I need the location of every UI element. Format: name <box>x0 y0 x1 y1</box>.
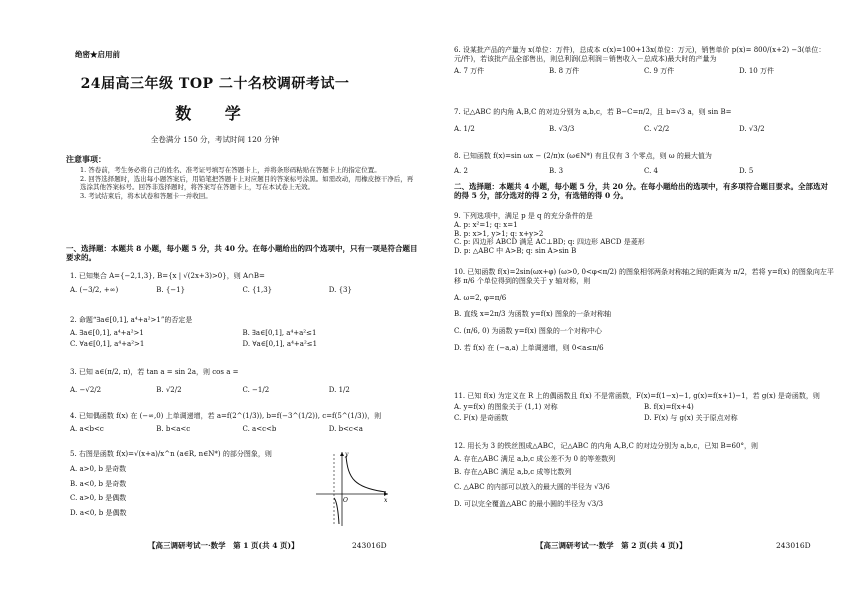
page-footer: 【高三调研考试一·数学 第 2 页(共 4 页)】 <box>536 541 687 550</box>
option: D. 5 <box>739 166 754 175</box>
option: C. −1/2 <box>242 385 270 394</box>
question-stem: 8. 已知函数 f(x)=sin ωx − (2/π)x (ω∈N*) 有且仅有 3 个零点，则 ω 的最大值为 <box>454 152 712 160</box>
option: A. ω=2, φ=π/6 <box>454 293 507 302</box>
option: B. f(x)=f(x+4) <box>644 402 694 411</box>
section-2-heading: 二、选择题：本题共 4 小题，每小题 5 分，共 20 分。在每小题给出的选项中，有多项符合题目要求。全部选对的得 5 分，部分选对的得 2 分，有选错的得 0 分。 <box>454 182 829 201</box>
option: D. ∀a∈[0,1], a⁴+a²≤1 <box>242 339 318 348</box>
option: C. ∀a∈[0,1], a⁴+a²>1 <box>70 339 145 348</box>
y-label: y <box>345 451 349 458</box>
option: D. 1/2 <box>328 385 350 394</box>
option: D. 可以完全覆盖△ABC 的最小圆的半径为 √3/3 <box>454 500 604 508</box>
option: A. y=f(x) 的图象关于 (1,1) 对称 <box>454 402 558 411</box>
option: C. a>0, b 是偶数 <box>70 494 127 503</box>
option: B. {−1} <box>156 285 186 294</box>
note-item: 3. 考试结束后，将本试卷和答题卡一并收回。 <box>80 192 212 201</box>
note-item: 2. 回答选择题时，选出每小题答案后，用铅笔把答题卡上对应题目的答案标号涂黑。如需改动，用橡皮擦干净后，再选涂其他答案标号。回答非选择题时，将答案写在答题卡上，写在本试卷上无效。 <box>80 175 414 192</box>
option: D. {3} <box>328 285 352 294</box>
option: B. 8 万件 <box>549 66 580 75</box>
question-options <box>70 286 415 295</box>
option: C. (π/6, 0) 为函数 y=f(x) 图象的一个对称中心 <box>454 327 602 335</box>
question-stem: 3. 已知 a∈(π/2, π)，若 tan a = sin 2a，则 cos a = <box>70 368 239 376</box>
option: D. F(x) 与 g(x) 关于原点对称 <box>644 413 738 422</box>
question-10 <box>454 268 834 353</box>
curve-left <box>334 498 339 524</box>
option: D. 若 f(x) 在 (−a,a) 上单调递增，则 0<a≤π/6 <box>454 343 604 352</box>
question-options <box>454 403 834 412</box>
option: A. p: x²=1; q: x=1 <box>454 220 518 229</box>
paper-code: 243016D <box>776 541 811 550</box>
question-6 <box>454 46 834 75</box>
question-options <box>70 329 415 338</box>
question-5 <box>70 450 320 518</box>
option: D. p: △ABC 中 A>B; q: sin A>sin B <box>454 247 577 255</box>
question-11 <box>454 392 834 422</box>
page-2 <box>430 0 860 609</box>
option: A. (−3/2, +∞) <box>70 285 119 294</box>
option: D. b<c<a <box>328 424 363 433</box>
option: A. 存在△ABC 满足 a,b,c 成公差不为 0 的等差数列 <box>454 454 616 463</box>
question-8 <box>454 152 834 176</box>
option: D. √3/2 <box>739 124 765 133</box>
option: A. 7 万件 <box>454 66 485 75</box>
option: C. F(x) 是奇函数 <box>454 413 509 422</box>
x-axis-arrow <box>384 492 388 496</box>
question-12 <box>454 442 834 509</box>
option: B. 直线 x=2π/3 为函数 y=f(x) 图象的一条对称轴 <box>454 310 611 319</box>
score-info: 全卷满分 150 分，考试时间 120 分钟 <box>150 135 280 144</box>
question-options <box>454 167 834 176</box>
option: C. △ABC 的内部可以放入的最大圆的半径为 √3/6 <box>454 483 610 492</box>
option: C. 4 <box>644 166 659 175</box>
question-options <box>454 414 834 423</box>
y-axis-arrow <box>340 452 344 456</box>
option: B. √2/2 <box>156 385 182 394</box>
option: A. ∃a∈[0,1], a⁴+a²>1 <box>70 328 144 337</box>
question-9 <box>454 212 834 256</box>
function-graph <box>312 448 392 528</box>
option: A. a>0, b 是奇数 <box>70 464 127 473</box>
question-stem: 1. 已知集合 A={−2,1,3}, B={x | √(2x+3)>0}，则 A∩B= <box>70 272 265 280</box>
origin-label: O <box>343 497 348 504</box>
confidential-mark: 绝密★启用前 <box>75 50 120 59</box>
question-options <box>454 125 834 134</box>
option: D. a<0, b 是偶数 <box>70 509 127 517</box>
option: B. a<0, b 是奇数 <box>70 479 127 488</box>
question-stem: 12. 用长为 3 的铁丝围成△ABC，记△ABC 的内角 A,B,C 的对边分别为 a,b,c，已知 B=60°，则 <box>454 442 758 450</box>
section-1-heading: 一、选择题：本题共 8 小题，每小题 5 分，共 40 分。在每小题给出的四个选项中，只有一项是符合题目要求的。 <box>66 244 418 263</box>
option: B. √3/3 <box>549 124 575 133</box>
option: B. b<a<c <box>156 424 191 433</box>
option: A. 1/2 <box>454 124 475 133</box>
question-stem: 9. 下列选项中，满足 p 是 q 的充分条件的是 <box>454 212 593 220</box>
option: A. a<b<c <box>70 424 104 433</box>
question-stem: 5. 右图是函数 f(x)=√(x+a)/x^n (a∈R, n∈N*) 的部分图象，则 <box>70 450 272 458</box>
paper-code: 243016D <box>352 541 387 550</box>
question-options <box>70 425 415 434</box>
question-options <box>70 340 415 349</box>
question-stem: 10. 已知函数 f(x)=2sin(ωx+φ) (ω>0, 0<φ<π/2) 的图象相邻两条对称轴之间的距离为 π/2，若将 y=f(x) 的图象向左平移 π/6 个单位得到的图象关于 y 轴对称，则 <box>454 268 834 285</box>
option: C. a<c<b <box>242 424 277 433</box>
option: B. 3 <box>549 166 564 175</box>
question-7 <box>454 108 834 134</box>
option: B. 存在△ABC 满足 a,b,c 成等比数列 <box>454 467 572 476</box>
question-stem: 7. 记△ABC 的内角 A,B,C 的对边分别为 a,b,c，若 B−C=π/2，且 b=√3 a，则 sin B= <box>454 108 732 116</box>
section-1 <box>66 244 418 263</box>
option: B. ∃a∈[0,1], a⁴+a²≤1 <box>242 328 317 337</box>
question-stem: 11. 已知 f(x) 为定义在 R 上的偶函数且 f(x) 不是常函数，F(x)=f(1−x)−1, g(x)=f(x+1)−1，若 g(x) 是奇函数，则 <box>454 392 820 400</box>
notes <box>66 154 416 202</box>
page-footer: 【高三调研考试一·数学 第 1 页(共 4 页)】 <box>148 541 299 550</box>
question-options <box>454 67 834 76</box>
question-4 <box>70 412 415 434</box>
question-stem: 2. 命题“∃a∈[0,1], a⁴+a²>1”的否定是 <box>70 316 193 324</box>
question-1 <box>70 272 415 295</box>
option: A. −√2/2 <box>70 385 102 394</box>
curve-right <box>346 456 386 492</box>
option: C. {1,3} <box>242 285 273 294</box>
exam-title: 24届高三年级 TOP 二十名校调研考试一 <box>80 76 350 92</box>
question-3 <box>70 368 415 395</box>
notes-heading: 注意事项： <box>66 154 106 164</box>
question-stem: 6. 设某批产品的产量为 x(单位：万件)，总成本 c(x)=100+13x(单位：万元)，销售单价 p(x)= 800/(x+2) −3(单位：元/件)，若该批产品全部售出，则总利润(总利润＝销售收入－总成本)最大时的产量为 <box>454 46 826 63</box>
question-options <box>70 386 415 395</box>
section-2 <box>454 182 834 201</box>
x-label: x <box>384 497 388 504</box>
subject-title: 数 学 <box>175 104 255 123</box>
option: A. 2 <box>454 166 468 175</box>
option: B. p: x>1, y>1; q: x+y>2 <box>454 229 544 238</box>
option: C. p: 四边形 ABCD 满足 AC⊥BD; q: 四边形 ABCD 是菱形 <box>454 238 645 247</box>
question-2 <box>70 316 415 348</box>
question-stem: 4. 已知偶函数 f(x) 在 (−∞,0) 上单调递增，若 a=f(2^(1/3)), b=f(−3^(1/2)), c=f(5^(1/3))，则 <box>70 412 382 420</box>
option: D. 10 万件 <box>739 66 774 75</box>
note-item: 1. 答卷前，考生务必将自己的姓名、准考证号填写在答题卡上，并将条形码粘贴在答题卡上的指定位置。 <box>80 166 381 174</box>
option: C. 9 万件 <box>644 66 675 75</box>
option: C. √2/2 <box>644 124 670 133</box>
